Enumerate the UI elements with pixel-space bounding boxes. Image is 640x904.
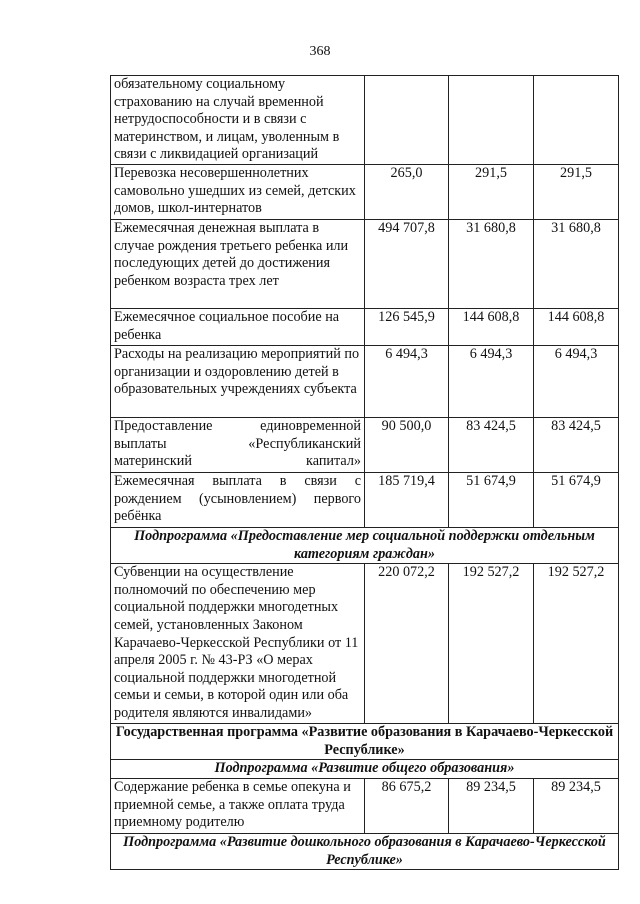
subprogram-title: Подпрограмма «Развитие общего образования»: [111, 760, 619, 779]
value-cell: 144 608,8: [449, 309, 534, 346]
table-row: [111, 564, 619, 724]
table-row: [111, 473, 619, 528]
table-row: [111, 165, 619, 220]
value-cell: 90 500,0: [365, 418, 449, 473]
row-name: Ежемесячная выплата в связи с рождением (усыновлением) первого ребёнка: [111, 473, 365, 528]
value-cell: 51 674,9: [449, 473, 534, 528]
row-name: Расходы на реализацию мероприятий по организации и оздоровлению детей в образовательных учреждениях субъекта: [111, 346, 365, 418]
value-cell: 6 494,3: [534, 346, 619, 418]
table-row: [111, 220, 619, 309]
value-cell: 126 545,9: [365, 309, 449, 346]
subprogram-title: Подпрограмма «Предоставление мер социальной поддержки отдельным категориям граждан»: [111, 528, 619, 564]
value-cell: 31 680,8: [449, 220, 534, 309]
value-cell: 51 674,9: [534, 473, 619, 528]
value-cell: 89 234,5: [449, 778, 534, 833]
row-name: обязательному социальному страхованию на случай временной нетрудоспособности и в связи с материнством, и лицам, уволенным в связи с ликвидацией организаций: [111, 76, 365, 165]
value-cell: 83 424,5: [534, 418, 619, 473]
table-row: [111, 778, 619, 833]
value-cell: 83 424,5: [449, 418, 534, 473]
subprogram-title: Подпрограмма «Развитие дошкольного образования в Карачаево-Черкесской Республике»: [111, 833, 619, 869]
row-name: Перевозка несовершеннолетних самовольно ушедших из семей, детских домов, школ-интернатов: [111, 165, 365, 220]
value-cell: 265,0: [365, 165, 449, 220]
program-title: Государственная программа «Развитие образования в Карачаево-Черкесской Республике»: [111, 724, 619, 760]
subprogram-header: [111, 528, 619, 564]
value-cell: 6 494,3: [449, 346, 534, 418]
value-cell: [449, 76, 534, 165]
value-cell: [365, 76, 449, 165]
value-cell: 192 527,2: [449, 564, 534, 724]
page-number: 368: [309, 44, 331, 59]
table-row: [111, 309, 619, 346]
value-cell: 220 072,2: [365, 564, 449, 724]
row-name: Предоставление единовременной выплаты «Республиканский материнский капитал»: [111, 418, 365, 473]
value-cell: [534, 76, 619, 165]
subprogram-header: [111, 833, 619, 869]
value-cell: 144 608,8: [534, 309, 619, 346]
row-name: Ежемесячное социальное пособие на ребенка: [111, 309, 365, 346]
value-cell: 291,5: [534, 165, 619, 220]
value-cell: 291,5: [449, 165, 534, 220]
table-row: [111, 418, 619, 473]
subprogram-header: [111, 760, 619, 779]
table-row: [111, 346, 619, 418]
value-cell: 31 680,8: [534, 220, 619, 309]
value-cell: 192 527,2: [534, 564, 619, 724]
value-cell: 86 675,2: [365, 778, 449, 833]
table-row: [111, 76, 619, 165]
value-cell: 494 707,8: [365, 220, 449, 309]
row-name: Содержание ребенка в семье опекуна и приемной семье, а также оплата труда приемному родителю: [111, 778, 365, 833]
program-header: [111, 724, 619, 760]
row-name: Ежемесячная денежная выплата в случае рождения третьего ребенка или последующих детей до достижения ребенком возраста трех лет: [111, 220, 365, 309]
value-cell: 89 234,5: [534, 778, 619, 833]
row-name: Субвенции на осуществление полномочий по обеспечению мер социальной поддержки многодетных семей, установленных Законом Карачаево-Черкесской Республики от 11 апреля 2005 г. № 43-РЗ «О мерах социальной поддержки многодетной семьи и семьи, в которой один или оба родителя являются инвалидами»: [111, 564, 365, 724]
budget-table: [110, 75, 619, 870]
value-cell: 185 719,4: [365, 473, 449, 528]
value-cell: 6 494,3: [365, 346, 449, 418]
